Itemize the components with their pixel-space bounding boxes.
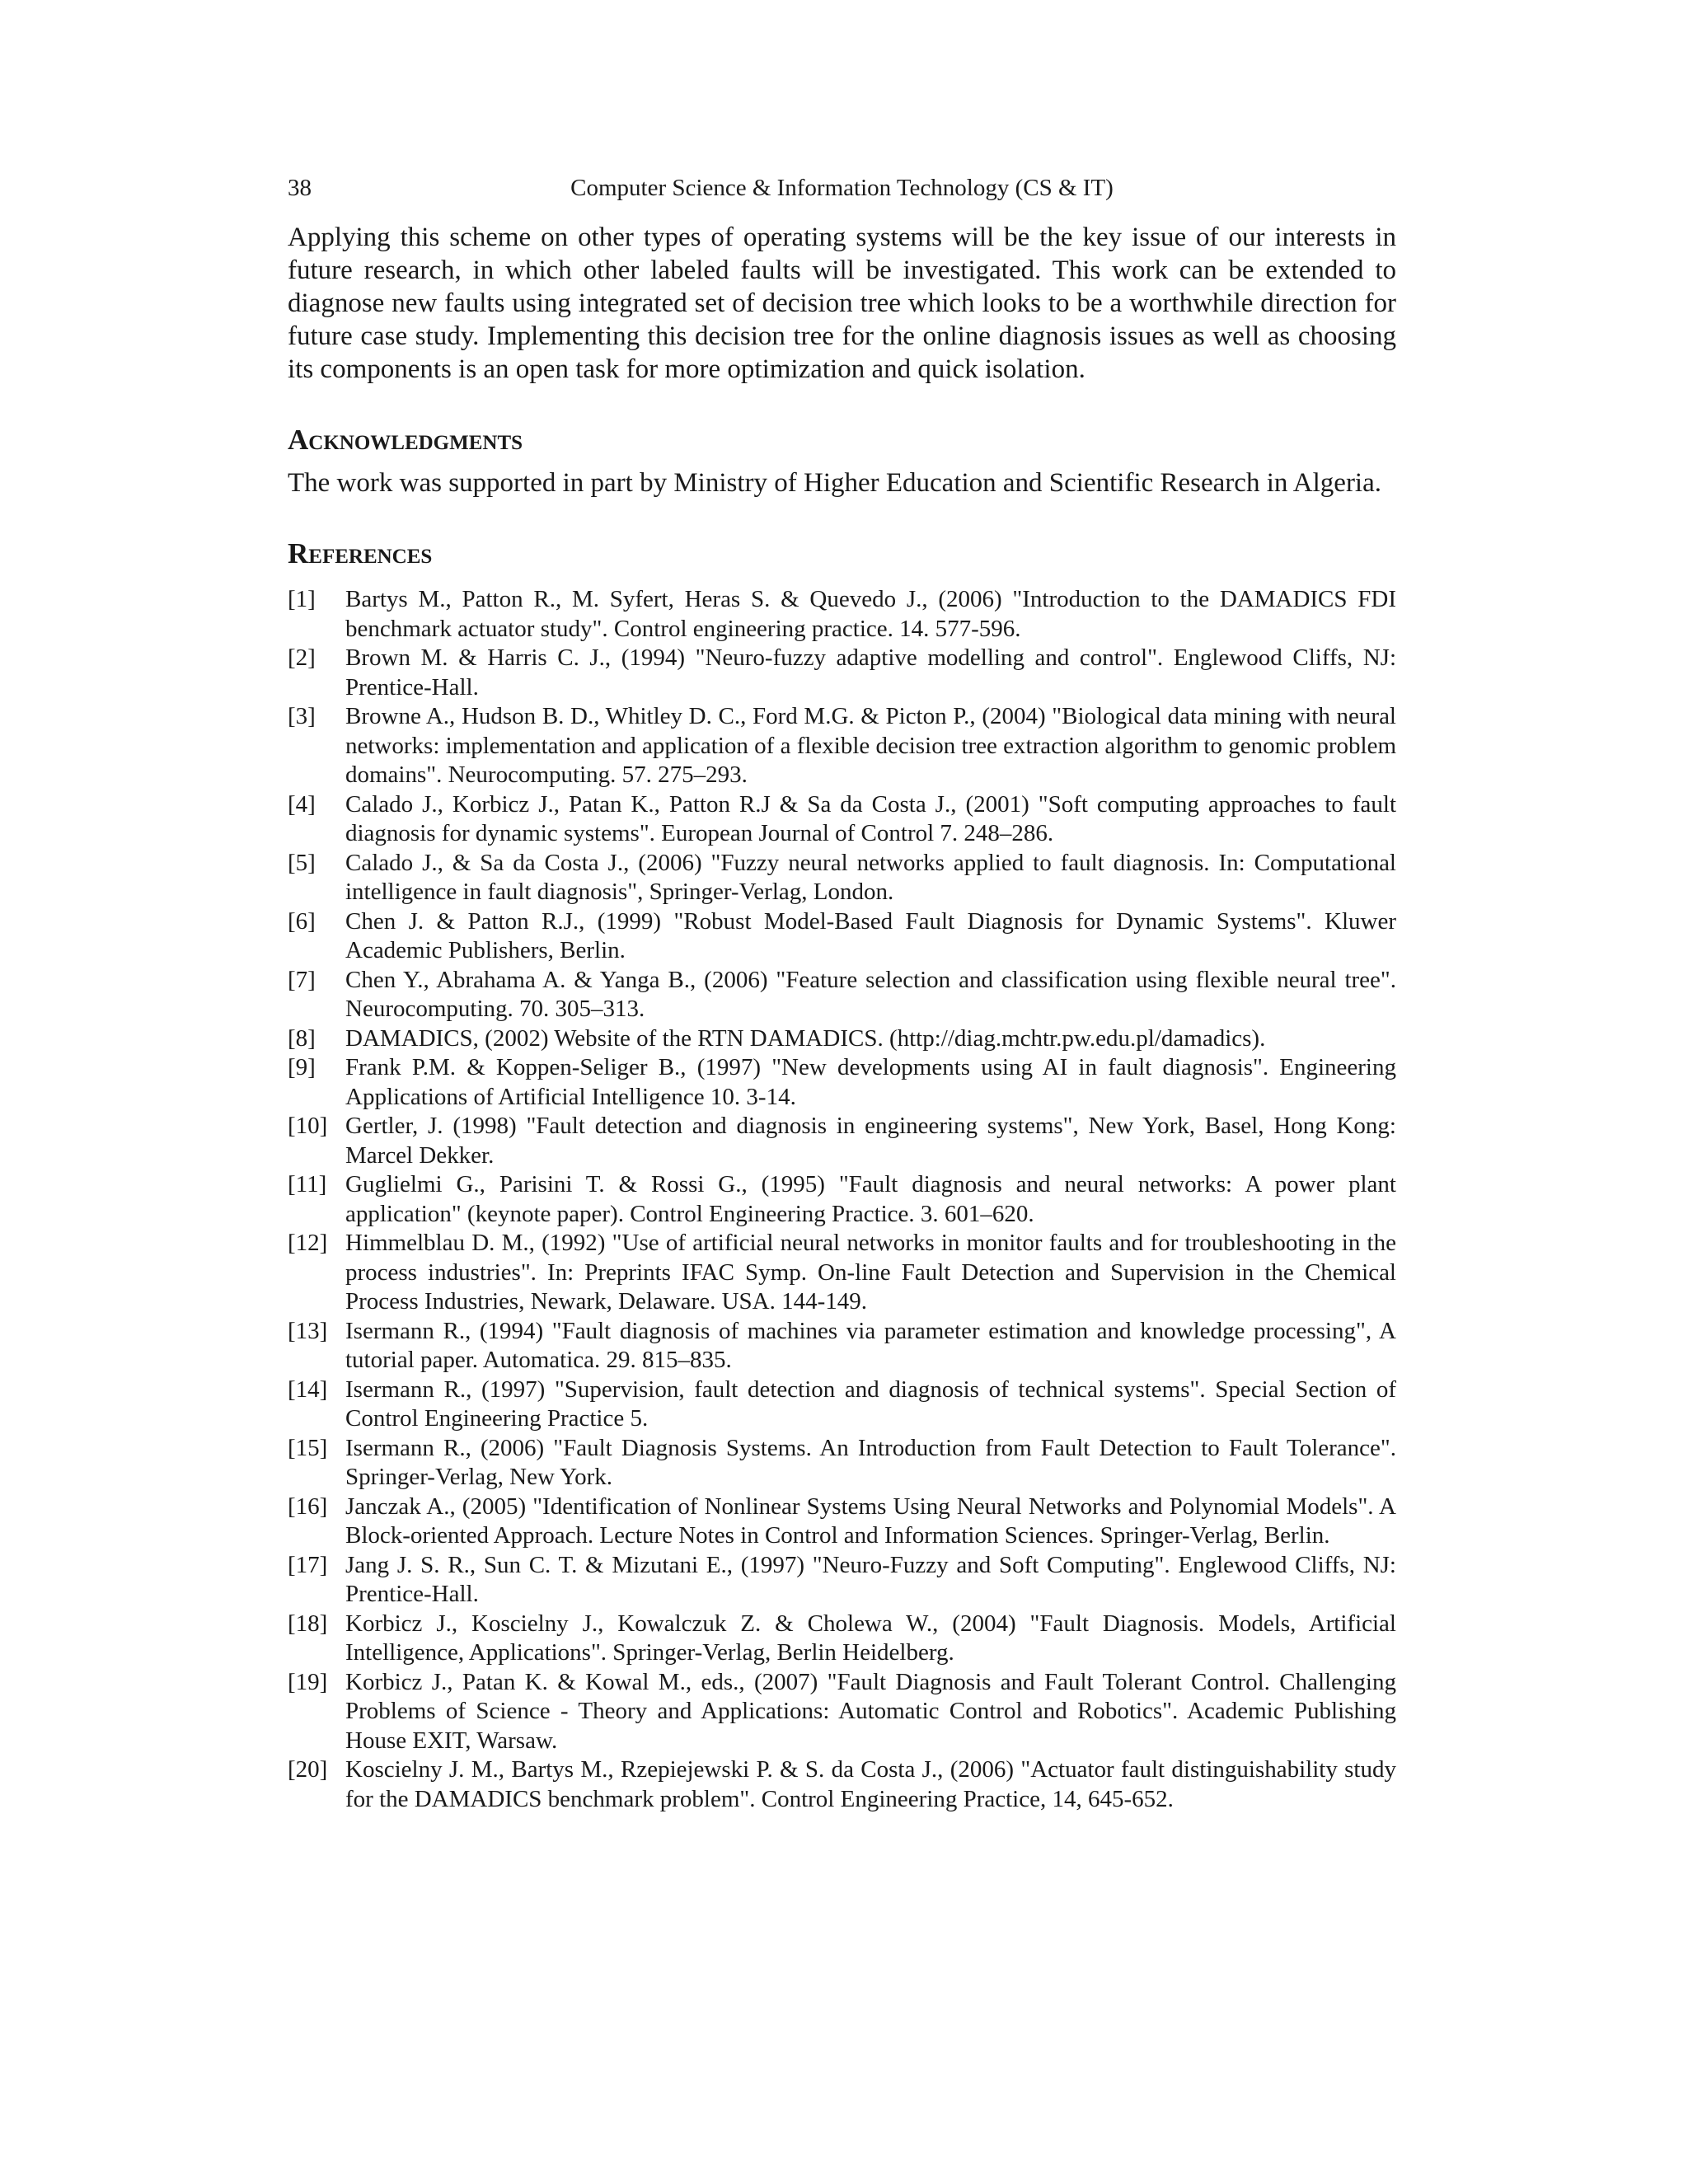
reference-text: Brown M. & Harris C. J., (1994) "Neuro-fuzzy adaptive modelling and control". Englewood Cliffs, NJ: Prentice-Hall. [345,644,1396,701]
reference-number: [5] [288,849,316,876]
page-number: 38 [288,175,312,201]
reference-number: [18] [288,1610,328,1637]
reference-text: Chen Y., Abrahama A. & Yanga B., (2006) "Feature selection and classification using flexible neural tree". Neurocomputing. 70. 305–313. [345,966,1396,1022]
reference-text: Isermann R., (2006) "Fault Diagnosis Systems. An Introduction from Fault Detection to Fault Tolerance". Springer-Verlag, New York. [345,1434,1396,1490]
reference-number: [20] [288,1756,328,1783]
reference-item [288,1668,1396,1756]
reference-number: [10] [288,1113,328,1139]
reference-item [288,1317,1396,1376]
reference-item [288,1493,1396,1551]
journal-name: Computer Science & Information Technology (CS & IT) [570,175,1114,201]
reference-item [288,1434,1396,1493]
acknowledgments-text: The work was supported in part by Ministry of Higher Education and Scientific Research in Algeria. [288,468,1381,498]
reference-item [288,1112,1396,1170]
reference-item [288,1376,1396,1434]
reference-text: Isermann R., (1997) "Supervision, fault detection and diagnosis of technical systems". Special Section of Control Engineering Practice 5. [345,1376,1396,1432]
reference-text: Gertler, J. (1998) "Fault detection and diagnosis in engineering systems", New York, Basel, Hong Kong: Marcel Dekker. [345,1113,1396,1169]
acknowledgments-heading: Acknowledgments [288,424,523,456]
reference-item [288,1024,1396,1054]
reference-text: Guglielmi G., Parisini T. & Rossi G., (1995) "Fault diagnosis and neural networks: A power plant application" (keynote paper). Control Engineering Practice. 3. 601–620. [345,1171,1396,1227]
reference-number: [4] [288,790,316,818]
reference-number: [19] [288,1668,328,1695]
references-heading: References [288,537,433,569]
reference-number: [16] [288,1493,328,1520]
reference-item [288,790,1396,849]
reference-number: [15] [288,1434,328,1461]
reference-number: [6] [288,907,316,935]
reference-text: Calado J., Korbicz J., Patan K., Patton R.J & Sa da Costa J., (2001) "Soft computing approaches to fault diagnosis for dynamic systems". European Journal of Control 7. 248–286. [345,790,1396,846]
reference-number: [7] [288,966,316,993]
reference-list [288,585,1396,1814]
reference-item [288,966,1396,1024]
reference-number: [13] [288,1317,328,1344]
reference-number: [12] [288,1230,328,1256]
reference-number: [1] [288,586,316,612]
reference-text: Browne A., Hudson B. D., Whitley D. C., Ford M.G. & Picton P., (2004) "Biological data mining with neural networks: implementation and application of a flexible decision tree extraction algorithm to genomic problem domains". Neurocomputing. 57. 275–293. [345,703,1396,788]
reference-text: DAMADICS, (2002) Website of the RTN DAMADICS. (http://diag.mchtr.pw.edu.pl/damadics). [345,1024,1266,1052]
running-header [288,165,1396,211]
reference-number: [8] [288,1024,316,1052]
reference-number: [9] [288,1054,316,1080]
conclusion-paragraph: Applying this scheme on other types of operating systems will be the key issue of our interests in future research, in which other labeled faults will be investigated. This work can be extended to diagnose new faults using integrated set of decision tree which looks to be a worthwhile direction for future case study. Implementing this decision tree for the online diagnosis issues as well as choosing its components is an open task for more optimization and quick isolation. [288,223,1396,384]
reference-item [288,585,1396,644]
reference-text: Koscielny J. M., Bartys M., Rzepiejewski P. & S. da Costa J., (2006) "Actuator fault distinguishability study for the DAMADICS benchmark problem". Control Engineering Practice, 14, 645-652. [345,1756,1396,1812]
reference-text: Frank P.M. & Koppen-Seliger B., (1997) "New developments using AI in fault diagnosis". Engineering Applications of Artificial Intelligence 10. 3-14. [345,1054,1396,1110]
reference-number: [2] [288,644,316,671]
reference-text: Korbicz J., Koscielny J., Kowalczuk Z. & Cholewa W., (2004) "Fault Diagnosis. Models, Artificial Intelligence, Applications". Springer-Verlag, Berlin Heidelberg. [345,1610,1396,1666]
reference-item [288,644,1396,702]
reference-text: Chen J. & Patton R.J., (1999) "Robust Model-Based Fault Diagnosis for Dynamic Systems". Kluwer Academic Publishers, Berlin. [345,907,1396,963]
reference-item [288,1170,1396,1229]
reference-item [288,1610,1396,1668]
reference-number: [11] [288,1171,327,1197]
reference-text: Janczak A., (2005) "Identification of Nonlinear Systems Using Neural Networks and Polynomial Models". A Block-oriented Approach. Lecture Notes in Control and Information Sciences. Springer-Verlag, Berlin. [345,1493,1396,1549]
reference-item [288,702,1396,790]
reference-text: Isermann R., (1994) "Fault diagnosis of machines via parameter estimation and knowledge processing", A tutorial paper. Automatica. 29. 815–835. [345,1317,1396,1373]
reference-item [288,1229,1396,1317]
paper-page [288,165,1396,1814]
reference-text: Bartys M., Patton R., M. Syfert, Heras S. & Quevedo J., (2006) "Introduction to the DAMADICS FDI benchmark actuator study". Control engineering practice. 14. 577-596. [345,586,1396,642]
reference-item [288,1551,1396,1610]
reference-text: Korbicz J., Patan K. & Kowal M., eds., (2007) "Fault Diagnosis and Fault Tolerant Control. Challenging Problems of Science - Theory and Applications: Automatic Control and Robotics". Academic Publishing House EXIT, Warsaw. [345,1668,1396,1754]
reference-number: [17] [288,1551,328,1578]
reference-number: [3] [288,703,316,729]
reference-item [288,907,1396,966]
reference-number: [14] [288,1376,328,1403]
reference-text: Jang J. S. R., Sun C. T. & Mizutani E., (1997) "Neuro-Fuzzy and Soft Computing". Englewood Cliffs, NJ: Prentice-Hall. [345,1551,1396,1607]
reference-text: Himmelblau D. M., (1992) "Use of artificial neural networks in monitor faults and for troubleshooting in the process industries". In: Preprints IFAC Symp. On-line Fault Detection and Supervision in the Chemical Process Industries, Newark, Delaware. USA. 144-149. [345,1230,1396,1315]
reference-item [288,1755,1396,1814]
reference-item [288,1053,1396,1112]
reference-item [288,849,1396,907]
reference-text: Calado J., & Sa da Costa J., (2006) "Fuzzy neural networks applied to fault diagnosis. In: Computational intelligence in fault diagnosis", Springer-Verlag, London. [345,849,1396,905]
